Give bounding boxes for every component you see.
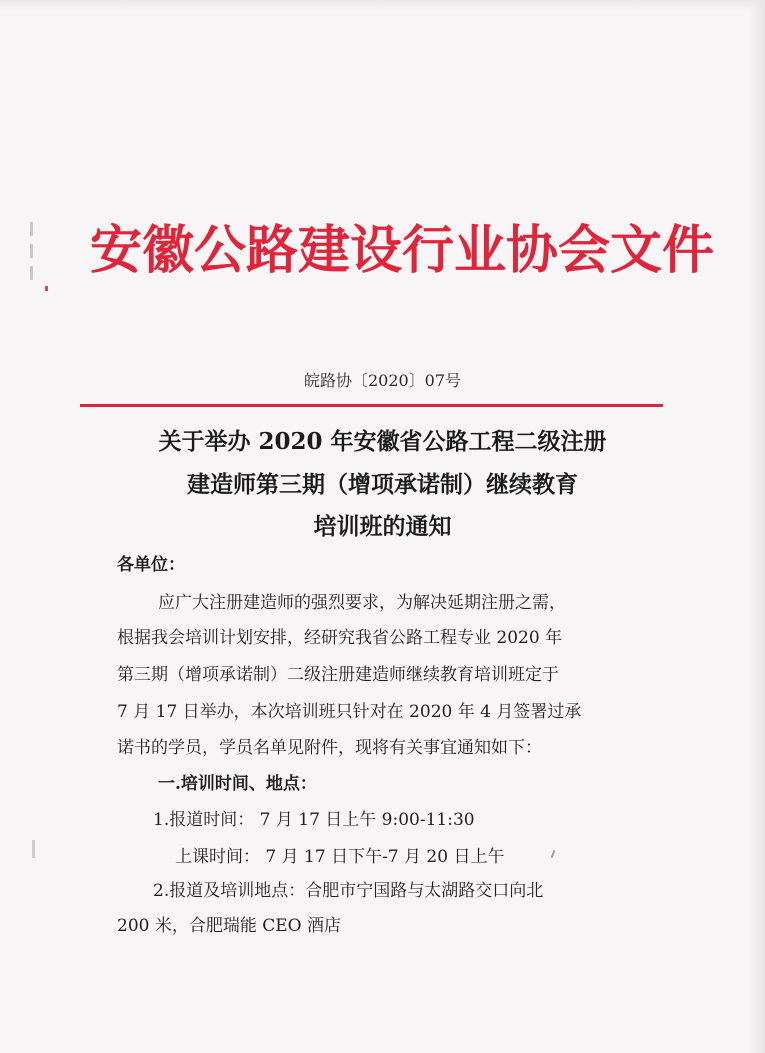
- list-item-class-time: 上课时间： 7 月 17 日下午-7 月 20 日上午: [175, 847, 505, 867]
- header-red-divider: [80, 404, 663, 407]
- paragraph-line: 第三期（增项承诺制）二级注册建造师继续教育培训班定于: [117, 665, 559, 685]
- salutation: 各单位：: [117, 555, 185, 575]
- paragraph-line: 根据我会培训计划安排，经研究我省公路工程专业 2020 年: [117, 628, 563, 648]
- section-heading: 一.培训时间、地点：: [158, 774, 317, 794]
- document-header-title: 安徽公路建设行业协会文件: [90, 219, 715, 281]
- paragraph-line: 诺书的学员，学员名单见附件，现将有关事宜通知如下：: [117, 738, 542, 758]
- paragraph-line: 7 月 17 日举办，本次培训班只针对在 2020 年 4 月签署过承: [117, 702, 582, 722]
- scan-shadow-top: [0, 0, 765, 10]
- binding-hole-mark: [30, 244, 33, 258]
- binding-hole-mark: [30, 222, 33, 236]
- binding-hole-mark: [30, 266, 33, 280]
- paragraph-line: 应广大注册建造师的强烈要求，为解决延期注册之需，: [158, 593, 566, 613]
- pen-mark: [551, 850, 556, 858]
- ink-speck: [45, 286, 48, 291]
- notice-title-line-2: 建造师第三期（增项承诺制）继续教育: [187, 471, 578, 498]
- notice-title-line-3: 培训班的通知: [313, 513, 452, 540]
- list-item-location: 2.报道及培训地点：合肥市宁国路与太湖路交口向北: [153, 881, 544, 901]
- document-number: 皖路协〔2020〕07号: [303, 371, 462, 390]
- binding-hole-mark: [32, 840, 35, 858]
- notice-title-line-1: 关于举办 2020 年安徽省公路工程二级注册: [158, 428, 607, 455]
- list-item-location-cont: 200 米，合肥瑞能 CEO 酒店: [117, 916, 342, 936]
- list-item-report-time: 1.报道时间： 7 月 17 日上午 9:00-11:30: [153, 810, 475, 830]
